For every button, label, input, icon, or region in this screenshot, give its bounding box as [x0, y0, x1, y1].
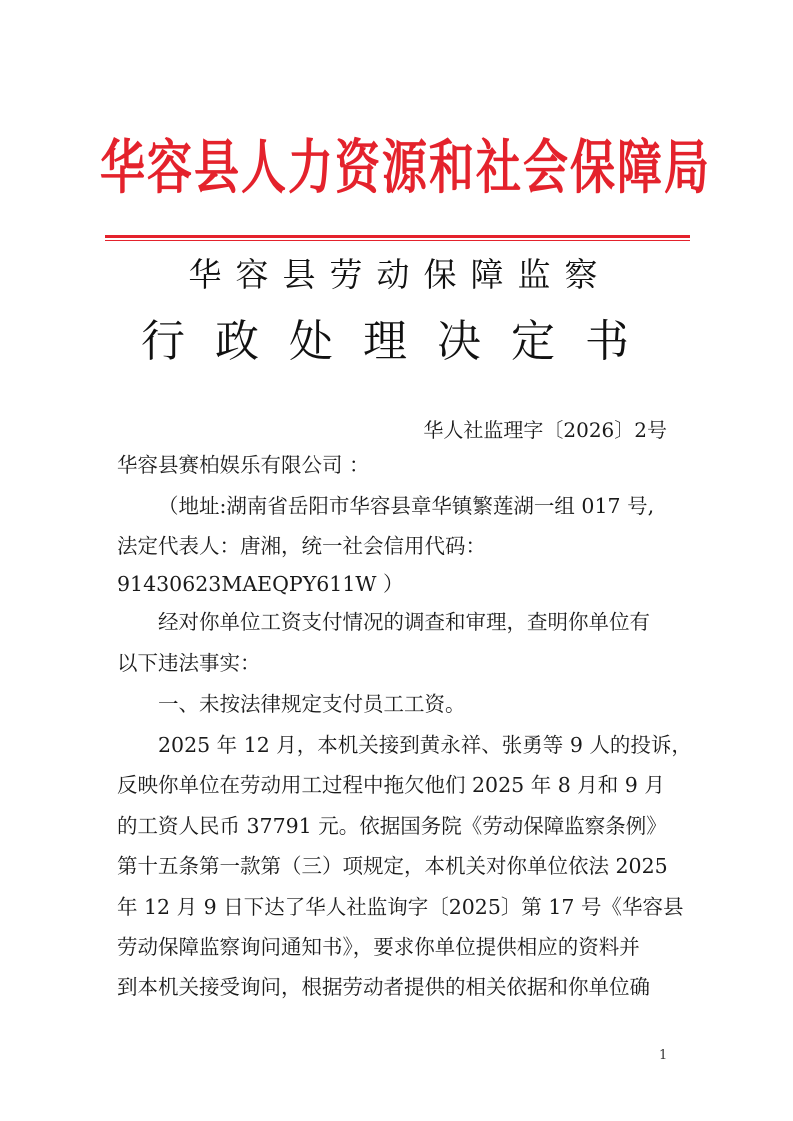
body-line: 到本机关接受询问，根据劳动者提供的相关依据和你单位确 — [117, 975, 650, 999]
body-line: 2025 年 12 月，本机关接到黄永祥、张勇等 9 人的投诉， — [158, 733, 692, 757]
body-line: 法定代表人：唐湘，统一社会信用代码： — [117, 534, 486, 558]
body-line: 经对你单位工资支付情况的调查和审理，查明你单位有 — [158, 610, 650, 634]
body-line: 第十五条第一款第（三）项规定，本机关对你单位依法 2025 — [117, 854, 668, 878]
body-line: 劳动保障监察询问通知书》，要求你单位提供相应的资料并 — [117, 935, 640, 959]
body-line: 以下违法事实： — [117, 651, 261, 675]
red-rule-thin — [105, 240, 690, 241]
section-heading: 一、未按法律规定支付员工工资。 — [158, 692, 466, 716]
red-rule-thick — [105, 235, 690, 238]
body-line: 的工资人民币 37791 元。依据国务院《劳动保障监察条例》 — [117, 814, 667, 838]
title-line-2: 行政处理决定书 — [141, 316, 659, 367]
document-number: 华人社监理字〔2026〕2号 — [423, 418, 667, 442]
title-line-1: 华容县劳动保障监察 — [188, 255, 612, 294]
addressee-line: 华容县赛柏娱乐有限公司 ： — [117, 453, 370, 477]
page-number: 1 — [659, 1048, 668, 1063]
body-line: 年 12 月 9 日下达了华人社监询字〔2025〕第 17 号《华容县 — [117, 895, 684, 919]
agency-name: 华容县人力资源和社会保障局 — [100, 132, 712, 202]
body-line: 反映你单位在劳动用工过程中拖欠他们 2025 年 8 月和 9 月 — [117, 773, 665, 797]
body-line: 91430623MAEQPY611W ） — [117, 572, 404, 596]
body-line: （地址:湖南省岳阳市华容县章华镇繁莲湖一组 017 号, — [158, 494, 655, 518]
